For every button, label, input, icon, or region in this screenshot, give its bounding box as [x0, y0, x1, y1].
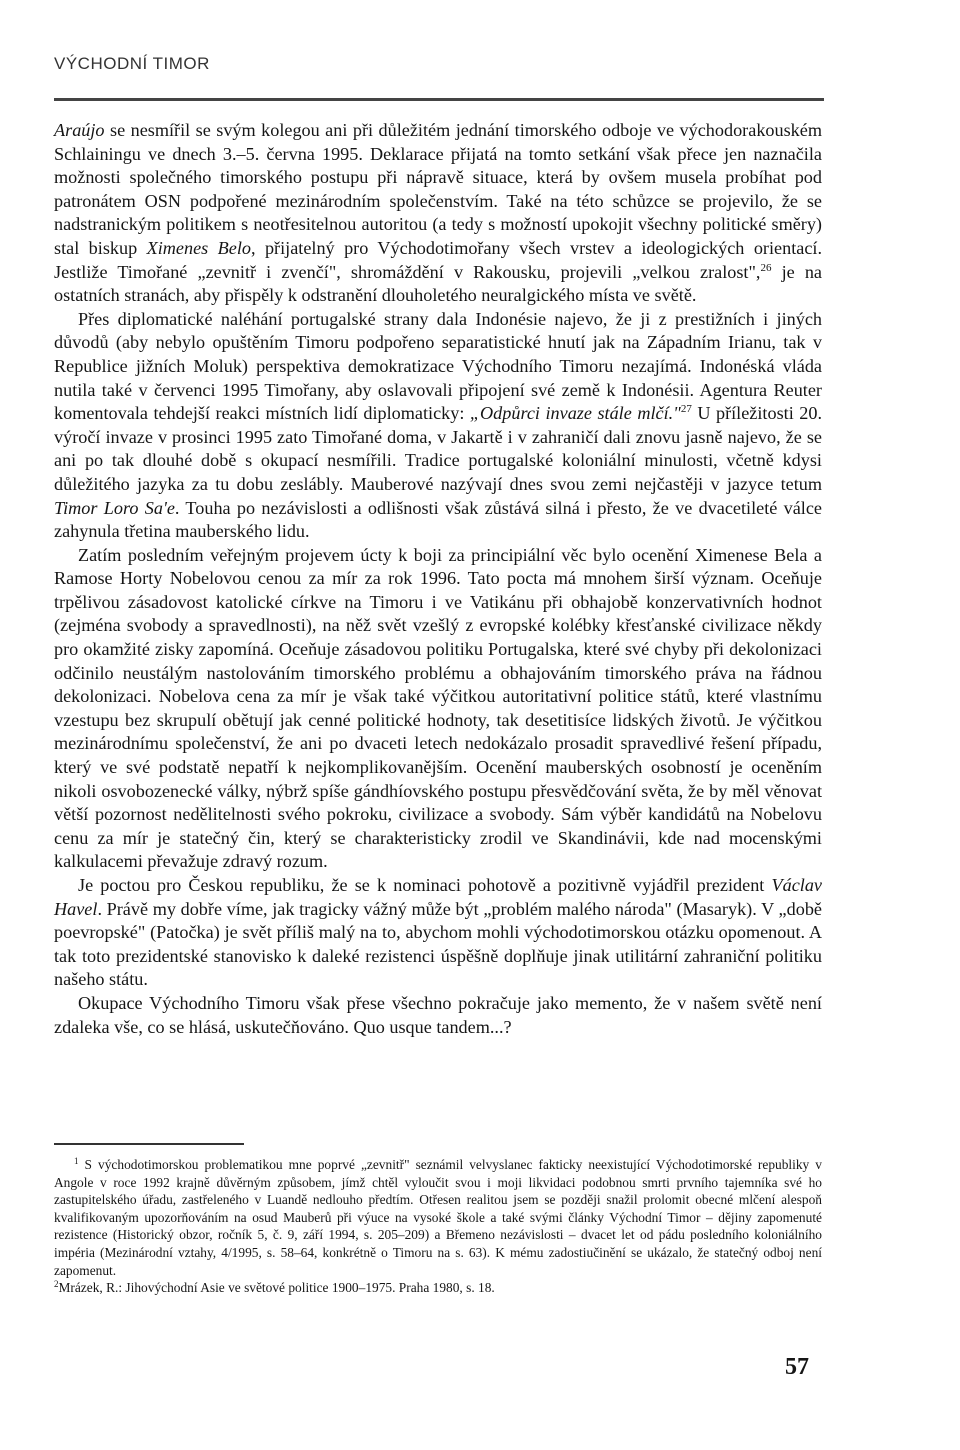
footnote-marker: 1	[74, 1156, 79, 1166]
name-ximenes-belo: Ximenes Belo	[146, 237, 251, 258]
running-head: VÝCHODNÍ TIMOR	[54, 54, 210, 73]
text-segment: Je poctou pro Českou republiku, že se k nominaci pohotově a pozitivně vyjádřil prezident	[78, 875, 772, 895]
text-segment: . Právě my dobře víme, jak tragicky vážný může být „problém malého národa" (Masaryk). V „době poevropské" (Patočka) je svět příliš malý na to, abychom mohli východotimorskou otázku opomenout. A tak toto prezidentské stanovisko k daleké rezistenci úspěšně doplňuje jinak utilitární zahraniční politiku našeho státu.	[54, 898, 822, 990]
term-timor-loro-sae: Timor Loro Sa'e	[54, 497, 175, 518]
quote-reuter: „Odpůrci invaze stále mlčí."	[469, 403, 681, 424]
footnote-rule	[54, 1143, 244, 1145]
header-rule	[54, 98, 824, 101]
footnote-text: Mrázek, R.: Jihovýchodní Asie ve světové politice 1900–1975. Praha 1980, s. 18.	[58, 1280, 495, 1296]
name-araujo: Araújo	[54, 120, 105, 140]
paragraph-5	[54, 992, 822, 1039]
footnote-marker: 2	[54, 1279, 59, 1290]
text-segment: . Touha po nezávislosti a odlišnosti však zůstává silná i přesto, že ve dvacetileté válce zahynula třetina mauberského lidu.	[54, 497, 822, 542]
paragraph-1	[54, 119, 822, 308]
text-segment: je na ostatních stranách, aby přispěly k odstranění dlouholetého neuralgického místa ve světě.	[54, 261, 822, 306]
body-text	[54, 119, 822, 1039]
text-segment: Zatím posledním veřejným projevem úcty k boji za principiální věc bylo ocenění Ximenese Bela a Ramose Horty Nobelovou cenou za mír za rok 1996. Tato pocta má mnohem širší význam. Oceňuje trpělivou zásadovost katolické církve na Timoru i ve Vatikánu při obhajobě konzervativních hodnot (zejména svobody a spravedlnosti), na něž svět vzešlý z evropské kolébky křesťanské civilizace někdy pro okamžité zisky zapomíná. Oceňuje zásadovou politiku Portugalska, které své chyby při dekolonizaci odčinilo neustálým nastolováním timorského problému a obhajováním timorského práva na řádnou dekolonizaci. Nobelova cena za mír je však také výčitkou autoritativní politice států, které vlastnímu vzestupu bez skrupulí obětují jak cenné politické hodnoty, tak desetitisíce lidských životů. Je výčitkou mezinárodnímu společenství, že ani po dvaceti letech nedokázalo prosadit spravedlivé řešení případu, který ve své podstatě nepatří k nejkomplikovanějším. Ocenění mauberských osobností je oceněním nikoli osvobozenecké války, nýbrž spíše gándhíovského postupu přesvědčování světa, že by měl věnovat větší pozornost nedělitelnosti svého pokroku, civilizace a svobody. Sám výběr kandidátů na Nobelovu cenu za mír je statečný čin, který se charakteristicky zrodil ve Skandinávii, kde nad mocenskými kalkulacemi převažuje zdravý rozum.	[54, 544, 822, 872]
name-vaclav-havel: Václav Havel	[54, 875, 822, 919]
footnote-ref-27: 27	[680, 403, 692, 416]
text-segment: U příležitosti 20. výročí invaze v prosinci 1995 zato Timořané doma, v Jakartě i v zahraničí dali znovu jasně najevo, že se ani po tak dlouhé době s okupací nesmířili. Tradice portugalské koloniální minulosti, včetně kdysi důležitého jazyka za tu dobu zeslábly. Mauberové nazývají dnes svou zemi nejčastěji v jazyce tetum	[54, 403, 823, 494]
paragraph-2	[54, 308, 822, 544]
text-segment: Přes diplomatické naléhání portugalské strany dala Indonésie najevo, že ji z prestižních i jiných důvodů (aby nebylo opuštěním Timoru podpořeno separatistické hnutí jak na Západním Irianu, tak v Republice jižních Moluk) perspektiva demokratizace Východního Timoru nezajímá. Indonéská vláda nutila také v červenci 1995 Timořany, aby oslavovali připojení své země k Indonésii. Agentura Reuter komentovala tehdejší reakci místních lidí diplomaticky:	[54, 308, 822, 424]
text-segment: se nesmířil se svým kolegou ani při důležitém jednání timorského odboje ve východorakouském Schlainingu ve dnech 3.–5. června 1995. Deklarace přijatá na tomto setkání však přece jen naznačila možnosti společného timorského postupu při nápravě situace, která by ovšem musela probíhat pod patronátem OSN podpořené mezinárodním společenstvím. Také na této schůzce se projevilo, že se nadstranickým politikem s neotřesitelnou autoritou (a tedy s možností upokojit všechny politické směry) stal biskup	[54, 120, 822, 258]
page-number: 57	[785, 1354, 809, 1380]
paragraph-3	[54, 544, 822, 874]
footnote-text: S východotimorskou problematikou mne poprvé „zevnitř" seznámil velvyslanec fakticky neexistující Východotimorské republiky v Angole v roce 1992 krajně důvěrným způsobem, jímž chtěl vyloučit svou i moji likvidaci podobnou smrti prvního tajemníka své ho zastupitelského úřadu, zastřeleného v Luandě nedlouho předtím. Otřesen realitou jsem se později snažil prolomit obecné mlčení alespoň kvalifikovaným upozorňováním na osud Mauberů při výuce na vysoké škole a také svými články Východní Timor – dějiny zapomenuté rezistence (Historický obzor, ročník 5, č. 9, září 1994, s. 205–209) a Břemeno nezávislosti – dvacet let od pádu posledního koloniálního impéria (Mezinárodní vztahy, 4/1995, s. 58–64, konkrétně o Timoru na s. 63). K mému zadostiučinění se ukázalo, že statečný odboj není zapomenut.	[54, 1157, 822, 1278]
footnote-ref-26: 26	[760, 261, 772, 274]
paragraph-4	[54, 874, 822, 992]
footnote-1	[54, 1156, 822, 1279]
text-segment: Okupace Východního Timoru však přese všechno pokračuje jako memento, že v našem světě není zdaleka vše, co se hlásá, uskutečňováno. Quo usque tandem...?	[54, 992, 822, 1037]
footnotes	[54, 1156, 822, 1297]
footnote-2	[54, 1279, 822, 1297]
text-segment: , přijatelný pro Východotimořany všech vrstev a ideologických orientací. Jestliže Timořané „zevnitř i zvenčí", shromáždění v Rakousku, projevili „velkou zralost",	[54, 237, 822, 282]
